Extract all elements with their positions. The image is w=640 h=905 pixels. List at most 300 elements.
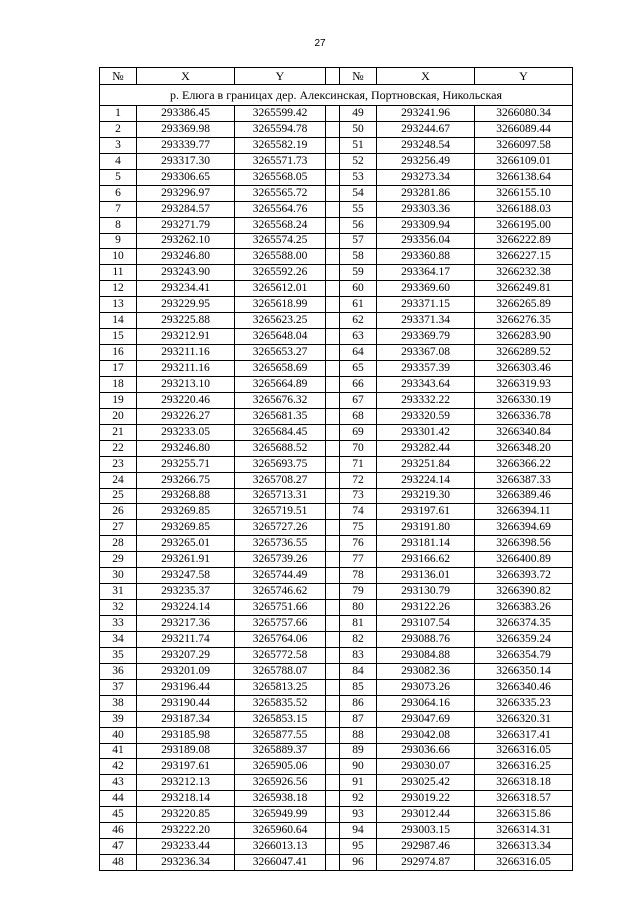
right-y-coordinate: 3266400.89: [475, 552, 573, 568]
right-y-coordinate: 3266354.79: [475, 647, 573, 663]
left-x-coordinate: 293255.71: [137, 456, 235, 472]
right-x-coordinate: 293343.64: [377, 376, 475, 392]
left-point-number: 16: [100, 345, 137, 361]
left-point-number: 20: [100, 408, 137, 424]
right-x-coordinate: 293371.15: [377, 297, 475, 313]
right-x-coordinate: 293281.86: [377, 185, 475, 201]
right-x-coordinate: 293224.14: [377, 472, 475, 488]
left-y-coordinate: 3265739.26: [235, 552, 326, 568]
right-point-number: 56: [340, 217, 377, 233]
right-point-number: 63: [340, 329, 377, 345]
left-x-coordinate: 293296.97: [137, 185, 235, 201]
column-gap: [326, 440, 340, 456]
left-point-number: 27: [100, 520, 137, 536]
right-point-number: 89: [340, 743, 377, 759]
right-point-number: 75: [340, 520, 377, 536]
table-row: [100, 855, 573, 871]
left-y-coordinate: 3266047.41: [235, 855, 326, 871]
table-row: [100, 552, 573, 568]
left-x-coordinate: 293224.14: [137, 600, 235, 616]
left-point-number: 19: [100, 392, 137, 408]
left-x-coordinate: 293190.44: [137, 695, 235, 711]
table-row: [100, 233, 573, 249]
right-x-coordinate: 293303.36: [377, 201, 475, 217]
right-point-number: 87: [340, 711, 377, 727]
left-y-coordinate: 3265653.27: [235, 345, 326, 361]
left-point-number: 9: [100, 233, 137, 249]
right-x-coordinate: 293251.84: [377, 456, 475, 472]
right-y-coordinate: 3266340.46: [475, 679, 573, 695]
left-x-coordinate: 293246.80: [137, 440, 235, 456]
column-gap: [326, 329, 340, 345]
right-point-number: 77: [340, 552, 377, 568]
table-row: [100, 807, 573, 823]
column-gap: [326, 839, 340, 855]
column-gap: [326, 233, 340, 249]
right-x-coordinate: 293248.54: [377, 137, 475, 153]
column-gap: [326, 759, 340, 775]
left-y-coordinate: 3265960.64: [235, 823, 326, 839]
left-point-number: 40: [100, 727, 137, 743]
table-row: [100, 408, 573, 424]
right-x-coordinate: 293364.17: [377, 265, 475, 281]
table-row: [100, 440, 573, 456]
right-y-coordinate: 3266398.56: [475, 536, 573, 552]
right-y-coordinate: 3266249.81: [475, 281, 573, 297]
left-x-coordinate: 293235.37: [137, 584, 235, 600]
header-num-left: №: [100, 68, 137, 85]
left-y-coordinate: 3265688.52: [235, 440, 326, 456]
left-point-number: 33: [100, 616, 137, 632]
left-y-coordinate: 3265938.18: [235, 791, 326, 807]
table-row: [100, 663, 573, 679]
right-y-coordinate: 3266394.11: [475, 504, 573, 520]
left-y-coordinate: 3265713.31: [235, 488, 326, 504]
left-y-coordinate: 3265788.07: [235, 663, 326, 679]
left-y-coordinate: 3265757.66: [235, 616, 326, 632]
left-x-coordinate: 293226.27: [137, 408, 235, 424]
left-point-number: 31: [100, 584, 137, 600]
right-y-coordinate: 3266313.34: [475, 839, 573, 855]
right-point-number: 58: [340, 249, 377, 265]
right-y-coordinate: 3266080.34: [475, 106, 573, 122]
right-point-number: 80: [340, 600, 377, 616]
column-gap: [326, 647, 340, 663]
right-point-number: 53: [340, 169, 377, 185]
table-row: [100, 313, 573, 329]
right-y-coordinate: 3266283.90: [475, 329, 573, 345]
right-point-number: 73: [340, 488, 377, 504]
left-point-number: 5: [100, 169, 137, 185]
left-x-coordinate: 293386.45: [137, 106, 235, 122]
left-x-coordinate: 293212.13: [137, 775, 235, 791]
right-point-number: 55: [340, 201, 377, 217]
right-y-coordinate: 3266394.69: [475, 520, 573, 536]
table-row: [100, 392, 573, 408]
left-x-coordinate: 293189.08: [137, 743, 235, 759]
right-point-number: 84: [340, 663, 377, 679]
left-x-coordinate: 293217.36: [137, 616, 235, 632]
left-y-coordinate: 3265926.56: [235, 775, 326, 791]
column-gap: [326, 185, 340, 201]
left-x-coordinate: 293222.20: [137, 823, 235, 839]
right-x-coordinate: 293244.67: [377, 121, 475, 137]
table-row: [100, 504, 573, 520]
right-point-number: 83: [340, 647, 377, 663]
right-point-number: 90: [340, 759, 377, 775]
table-row: [100, 106, 573, 122]
left-y-coordinate: 3265623.25: [235, 313, 326, 329]
column-gap: [326, 217, 340, 233]
right-x-coordinate: 293309.94: [377, 217, 475, 233]
left-x-coordinate: 293225.88: [137, 313, 235, 329]
column-gap: [326, 695, 340, 711]
left-point-number: 18: [100, 376, 137, 392]
left-point-number: 11: [100, 265, 137, 281]
right-y-coordinate: 3266335.23: [475, 695, 573, 711]
right-point-number: 94: [340, 823, 377, 839]
table-row: [100, 727, 573, 743]
right-y-coordinate: 3266348.20: [475, 440, 573, 456]
right-point-number: 76: [340, 536, 377, 552]
column-gap: [326, 791, 340, 807]
left-point-number: 12: [100, 281, 137, 297]
right-x-coordinate: 293371.34: [377, 313, 475, 329]
right-point-number: 51: [340, 137, 377, 153]
right-x-coordinate: 293122.26: [377, 600, 475, 616]
right-x-coordinate: 293360.88: [377, 249, 475, 265]
right-y-coordinate: 3266387.33: [475, 472, 573, 488]
column-gap: [326, 408, 340, 424]
left-y-coordinate: 3265676.32: [235, 392, 326, 408]
left-x-coordinate: 293213.10: [137, 376, 235, 392]
left-point-number: 2: [100, 121, 137, 137]
right-point-number: 91: [340, 775, 377, 791]
left-y-coordinate: 3265565.72: [235, 185, 326, 201]
right-x-coordinate: 293241.96: [377, 106, 475, 122]
left-y-coordinate: 3265568.24: [235, 217, 326, 233]
left-point-number: 4: [100, 153, 137, 169]
table-row: [100, 823, 573, 839]
left-x-coordinate: 293233.05: [137, 424, 235, 440]
right-x-coordinate: 293082.36: [377, 663, 475, 679]
left-point-number: 47: [100, 839, 137, 855]
right-y-coordinate: 3266390.82: [475, 584, 573, 600]
right-point-number: 82: [340, 631, 377, 647]
right-x-coordinate: 292987.46: [377, 839, 475, 855]
left-x-coordinate: 293284.57: [137, 201, 235, 217]
left-x-coordinate: 293247.58: [137, 568, 235, 584]
column-gap: [326, 855, 340, 871]
left-y-coordinate: 3265594.78: [235, 121, 326, 137]
right-y-coordinate: 3266319.93: [475, 376, 573, 392]
section-title: р. Елюга в границах дер. Алексинская, Портновская, Никольская: [100, 85, 573, 106]
right-point-number: 78: [340, 568, 377, 584]
left-y-coordinate: 3265684.45: [235, 424, 326, 440]
table-row: [100, 584, 573, 600]
column-gap: [326, 520, 340, 536]
left-point-number: 32: [100, 600, 137, 616]
left-x-coordinate: 293234.41: [137, 281, 235, 297]
left-point-number: 17: [100, 361, 137, 377]
left-y-coordinate: 3265813.25: [235, 679, 326, 695]
left-y-coordinate: 3265853.15: [235, 711, 326, 727]
left-x-coordinate: 293261.91: [137, 552, 235, 568]
table-row: [100, 631, 573, 647]
right-point-number: 61: [340, 297, 377, 313]
right-point-number: 96: [340, 855, 377, 871]
left-y-coordinate: 3265612.01: [235, 281, 326, 297]
right-point-number: 65: [340, 361, 377, 377]
right-x-coordinate: 293084.88: [377, 647, 475, 663]
right-point-number: 68: [340, 408, 377, 424]
table-row: [100, 361, 573, 377]
right-y-coordinate: 3266316.05: [475, 855, 573, 871]
left-point-number: 3: [100, 137, 137, 153]
table-row: [100, 456, 573, 472]
left-x-coordinate: 293243.90: [137, 265, 235, 281]
left-point-number: 8: [100, 217, 137, 233]
left-y-coordinate: 3265648.04: [235, 329, 326, 345]
right-y-coordinate: 3266366.22: [475, 456, 573, 472]
left-y-coordinate: 3265588.00: [235, 249, 326, 265]
table-row: [100, 217, 573, 233]
left-x-coordinate: 293269.85: [137, 520, 235, 536]
left-x-coordinate: 293262.10: [137, 233, 235, 249]
column-gap: [326, 807, 340, 823]
left-point-number: 1: [100, 106, 137, 122]
right-x-coordinate: 293130.79: [377, 584, 475, 600]
left-y-coordinate: 3265618.99: [235, 297, 326, 313]
left-x-coordinate: 293233.44: [137, 839, 235, 855]
column-gap: [326, 568, 340, 584]
left-y-coordinate: 3265764.06: [235, 631, 326, 647]
left-y-coordinate: 3265744.49: [235, 568, 326, 584]
table-row: [100, 153, 573, 169]
column-gap: [326, 504, 340, 520]
right-y-coordinate: 3266340.84: [475, 424, 573, 440]
left-point-number: 42: [100, 759, 137, 775]
left-x-coordinate: 293246.80: [137, 249, 235, 265]
column-gap: [326, 265, 340, 281]
right-y-coordinate: 3266374.35: [475, 616, 573, 632]
left-x-coordinate: 293271.79: [137, 217, 235, 233]
column-gap: [326, 201, 340, 217]
left-x-coordinate: 293201.09: [137, 663, 235, 679]
left-point-number: 35: [100, 647, 137, 663]
right-x-coordinate: 293282.44: [377, 440, 475, 456]
left-y-coordinate: 3265568.05: [235, 169, 326, 185]
table-row: [100, 568, 573, 584]
column-gap: [326, 743, 340, 759]
left-x-coordinate: 293236.34: [137, 855, 235, 871]
left-x-coordinate: 293220.46: [137, 392, 235, 408]
left-y-coordinate: 3265949.99: [235, 807, 326, 823]
left-y-coordinate: 3265751.66: [235, 600, 326, 616]
table-row: [100, 376, 573, 392]
right-point-number: 86: [340, 695, 377, 711]
table-row: [100, 185, 573, 201]
right-point-number: 95: [340, 839, 377, 855]
left-x-coordinate: 293207.29: [137, 647, 235, 663]
right-x-coordinate: 293136.01: [377, 568, 475, 584]
left-y-coordinate: 3265877.55: [235, 727, 326, 743]
right-x-coordinate: 293357.39: [377, 361, 475, 377]
left-x-coordinate: 293369.98: [137, 121, 235, 137]
right-x-coordinate: 293197.61: [377, 504, 475, 520]
left-point-number: 48: [100, 855, 137, 871]
table-row: [100, 472, 573, 488]
right-point-number: 57: [340, 233, 377, 249]
left-x-coordinate: 293197.61: [137, 759, 235, 775]
right-x-coordinate: 293332.22: [377, 392, 475, 408]
column-gap: [326, 552, 340, 568]
column-gap: [326, 121, 340, 137]
right-point-number: 60: [340, 281, 377, 297]
right-y-coordinate: 3266317.41: [475, 727, 573, 743]
column-gap: [326, 823, 340, 839]
table-row: [100, 520, 573, 536]
left-y-coordinate: 3265571.73: [235, 153, 326, 169]
right-x-coordinate: 293181.14: [377, 536, 475, 552]
left-x-coordinate: 293266.75: [137, 472, 235, 488]
left-point-number: 24: [100, 472, 137, 488]
left-point-number: 46: [100, 823, 137, 839]
column-gap: [326, 727, 340, 743]
left-x-coordinate: 293220.85: [137, 807, 235, 823]
left-y-coordinate: 3265772.58: [235, 647, 326, 663]
column-gap: [326, 472, 340, 488]
left-y-coordinate: 3265599.42: [235, 106, 326, 122]
right-y-coordinate: 3266303.46: [475, 361, 573, 377]
right-y-coordinate: 3266232.38: [475, 265, 573, 281]
right-x-coordinate: 293003.15: [377, 823, 475, 839]
left-x-coordinate: 293211.16: [137, 361, 235, 377]
left-point-number: 26: [100, 504, 137, 520]
right-x-coordinate: 293320.59: [377, 408, 475, 424]
column-gap: [326, 536, 340, 552]
header-num-right: №: [340, 68, 377, 85]
column-gap: [326, 281, 340, 297]
table-row: [100, 488, 573, 504]
table-row: [100, 600, 573, 616]
right-point-number: 64: [340, 345, 377, 361]
left-y-coordinate: 3265564.76: [235, 201, 326, 217]
right-y-coordinate: 3266320.31: [475, 711, 573, 727]
column-gap: [326, 424, 340, 440]
table-row: [100, 121, 573, 137]
right-x-coordinate: 293356.04: [377, 233, 475, 249]
column-gap: [326, 297, 340, 313]
right-x-coordinate: 293047.69: [377, 711, 475, 727]
right-point-number: 92: [340, 791, 377, 807]
left-x-coordinate: 293339.77: [137, 137, 235, 153]
left-point-number: 14: [100, 313, 137, 329]
right-y-coordinate: 3266314.31: [475, 823, 573, 839]
right-x-coordinate: 293073.26: [377, 679, 475, 695]
right-y-coordinate: 3266336.78: [475, 408, 573, 424]
right-point-number: 74: [340, 504, 377, 520]
right-x-coordinate: 293369.60: [377, 281, 475, 297]
left-y-coordinate: 3265574.25: [235, 233, 326, 249]
table-row: [100, 249, 573, 265]
table-row: [100, 647, 573, 663]
left-point-number: 15: [100, 329, 137, 345]
left-point-number: 25: [100, 488, 137, 504]
table-row: [100, 297, 573, 313]
left-point-number: 37: [100, 679, 137, 695]
column-gap: [326, 137, 340, 153]
table-row: [100, 345, 573, 361]
right-point-number: 54: [340, 185, 377, 201]
right-x-coordinate: 293088.76: [377, 631, 475, 647]
left-point-number: 22: [100, 440, 137, 456]
left-point-number: 44: [100, 791, 137, 807]
right-point-number: 67: [340, 392, 377, 408]
right-point-number: 79: [340, 584, 377, 600]
column-gap: [326, 663, 340, 679]
column-gap: [326, 616, 340, 632]
right-y-coordinate: 3266393.72: [475, 568, 573, 584]
right-x-coordinate: 292974.87: [377, 855, 475, 871]
right-point-number: 50: [340, 121, 377, 137]
right-y-coordinate: 3266389.46: [475, 488, 573, 504]
left-x-coordinate: 293185.98: [137, 727, 235, 743]
right-x-coordinate: 293012.44: [377, 807, 475, 823]
table-row: [100, 424, 573, 440]
left-y-coordinate: 3265708.27: [235, 472, 326, 488]
column-gap: [326, 584, 340, 600]
left-x-coordinate: 293187.34: [137, 711, 235, 727]
table-row: [100, 775, 573, 791]
right-y-coordinate: 3266265.89: [475, 297, 573, 313]
left-point-number: 10: [100, 249, 137, 265]
column-gap: [326, 249, 340, 265]
right-y-coordinate: 3266289.52: [475, 345, 573, 361]
left-x-coordinate: 293306.65: [137, 169, 235, 185]
column-gap: [326, 376, 340, 392]
left-point-number: 7: [100, 201, 137, 217]
right-y-coordinate: 3266222.89: [475, 233, 573, 249]
header-y-right: Y: [475, 68, 573, 85]
right-x-coordinate: 293025.42: [377, 775, 475, 791]
left-y-coordinate: 3265592.26: [235, 265, 326, 281]
left-x-coordinate: 293196.44: [137, 679, 235, 695]
left-y-coordinate: 3265746.62: [235, 584, 326, 600]
right-x-coordinate: 293019.22: [377, 791, 475, 807]
left-x-coordinate: 293229.95: [137, 297, 235, 313]
right-x-coordinate: 293367.08: [377, 345, 475, 361]
left-y-coordinate: 3265719.51: [235, 504, 326, 520]
column-gap: [326, 68, 340, 85]
left-point-number: 21: [100, 424, 137, 440]
header-x-right: X: [377, 68, 475, 85]
right-y-coordinate: 3266316.05: [475, 743, 573, 759]
left-point-number: 23: [100, 456, 137, 472]
column-gap: [326, 679, 340, 695]
table-row: [100, 616, 573, 632]
column-gap: [326, 631, 340, 647]
column-gap: [326, 488, 340, 504]
left-y-coordinate: 3266013.13: [235, 839, 326, 855]
left-point-number: 30: [100, 568, 137, 584]
right-point-number: 49: [340, 106, 377, 122]
column-gap: [326, 106, 340, 122]
right-x-coordinate: 293256.49: [377, 153, 475, 169]
right-y-coordinate: 3266276.35: [475, 313, 573, 329]
table-row: [100, 201, 573, 217]
left-x-coordinate: 293211.16: [137, 345, 235, 361]
